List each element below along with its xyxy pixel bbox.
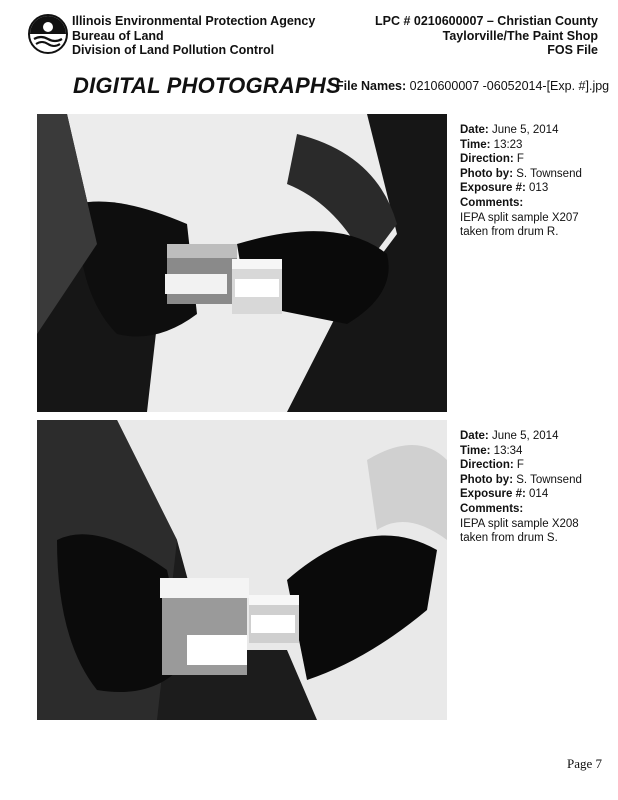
agency-block [72, 14, 315, 58]
comment-line: taken from drum R. [460, 226, 559, 239]
photo-by-value: S. Townsend [516, 167, 582, 180]
direction-value: F [516, 459, 524, 472]
file-names-label: File Names: [336, 79, 407, 93]
comment-line: IEPA split sample X208 [460, 517, 579, 530]
file-names [336, 79, 609, 93]
site-name: Taylorville/The Paint Shop [442, 28, 598, 43]
page-number: Page 7 [566, 756, 602, 771]
time-label: Time: [460, 138, 491, 151]
file-type: FOS File [547, 43, 598, 57]
page-title: DIGITAL PHOTOGRAPHS [73, 73, 341, 98]
direction-label: Direction: [460, 153, 514, 166]
photo-image [37, 420, 447, 720]
date-label: Date: [460, 430, 489, 442]
time-value: 13:34 [493, 444, 523, 457]
comments-label: Comments: [460, 196, 524, 209]
iepa-logo-icon [28, 14, 68, 54]
photo-by-value: S. Townsend [516, 473, 582, 486]
direction-value: F [516, 153, 524, 166]
lpc-number: LPC # 0210600007 – Christian County [374, 14, 598, 28]
exposure-value: 013 [529, 182, 549, 195]
photo-image [37, 114, 447, 412]
agency-name: Illinois Environmental Protection Agency [72, 14, 316, 28]
comment-line: taken from drum S. [460, 532, 558, 545]
file-names-value: 0210600007 -06052014-[Exp. #].jpg [409, 79, 610, 93]
photo-2-details [460, 429, 610, 546]
date-value: June 5, 2014 [491, 430, 559, 442]
time-value: 13:23 [493, 138, 523, 151]
photo-by-label: Photo by: [460, 473, 514, 486]
exposure-value: 014 [529, 488, 549, 501]
photo-exposure-014 [37, 420, 447, 720]
date-label: Date: [460, 124, 489, 136]
date-value: June 5, 2014 [491, 124, 559, 136]
time-label: Time: [460, 444, 491, 457]
photo-1-details [460, 123, 610, 240]
site-info-block [375, 14, 598, 58]
photo-exposure-013 [37, 114, 447, 412]
comment-line: IEPA split sample X207 [460, 211, 579, 224]
bureau-name: Bureau of Land [72, 28, 164, 43]
division-name: Division of Land Pollution Control [72, 43, 275, 57]
exposure-label: Exposure #: [460, 488, 526, 501]
photo-by-label: Photo by: [460, 167, 514, 180]
exposure-label: Exposure #: [460, 182, 526, 195]
direction-label: Direction: [460, 459, 514, 472]
comments-label: Comments: [460, 502, 524, 515]
